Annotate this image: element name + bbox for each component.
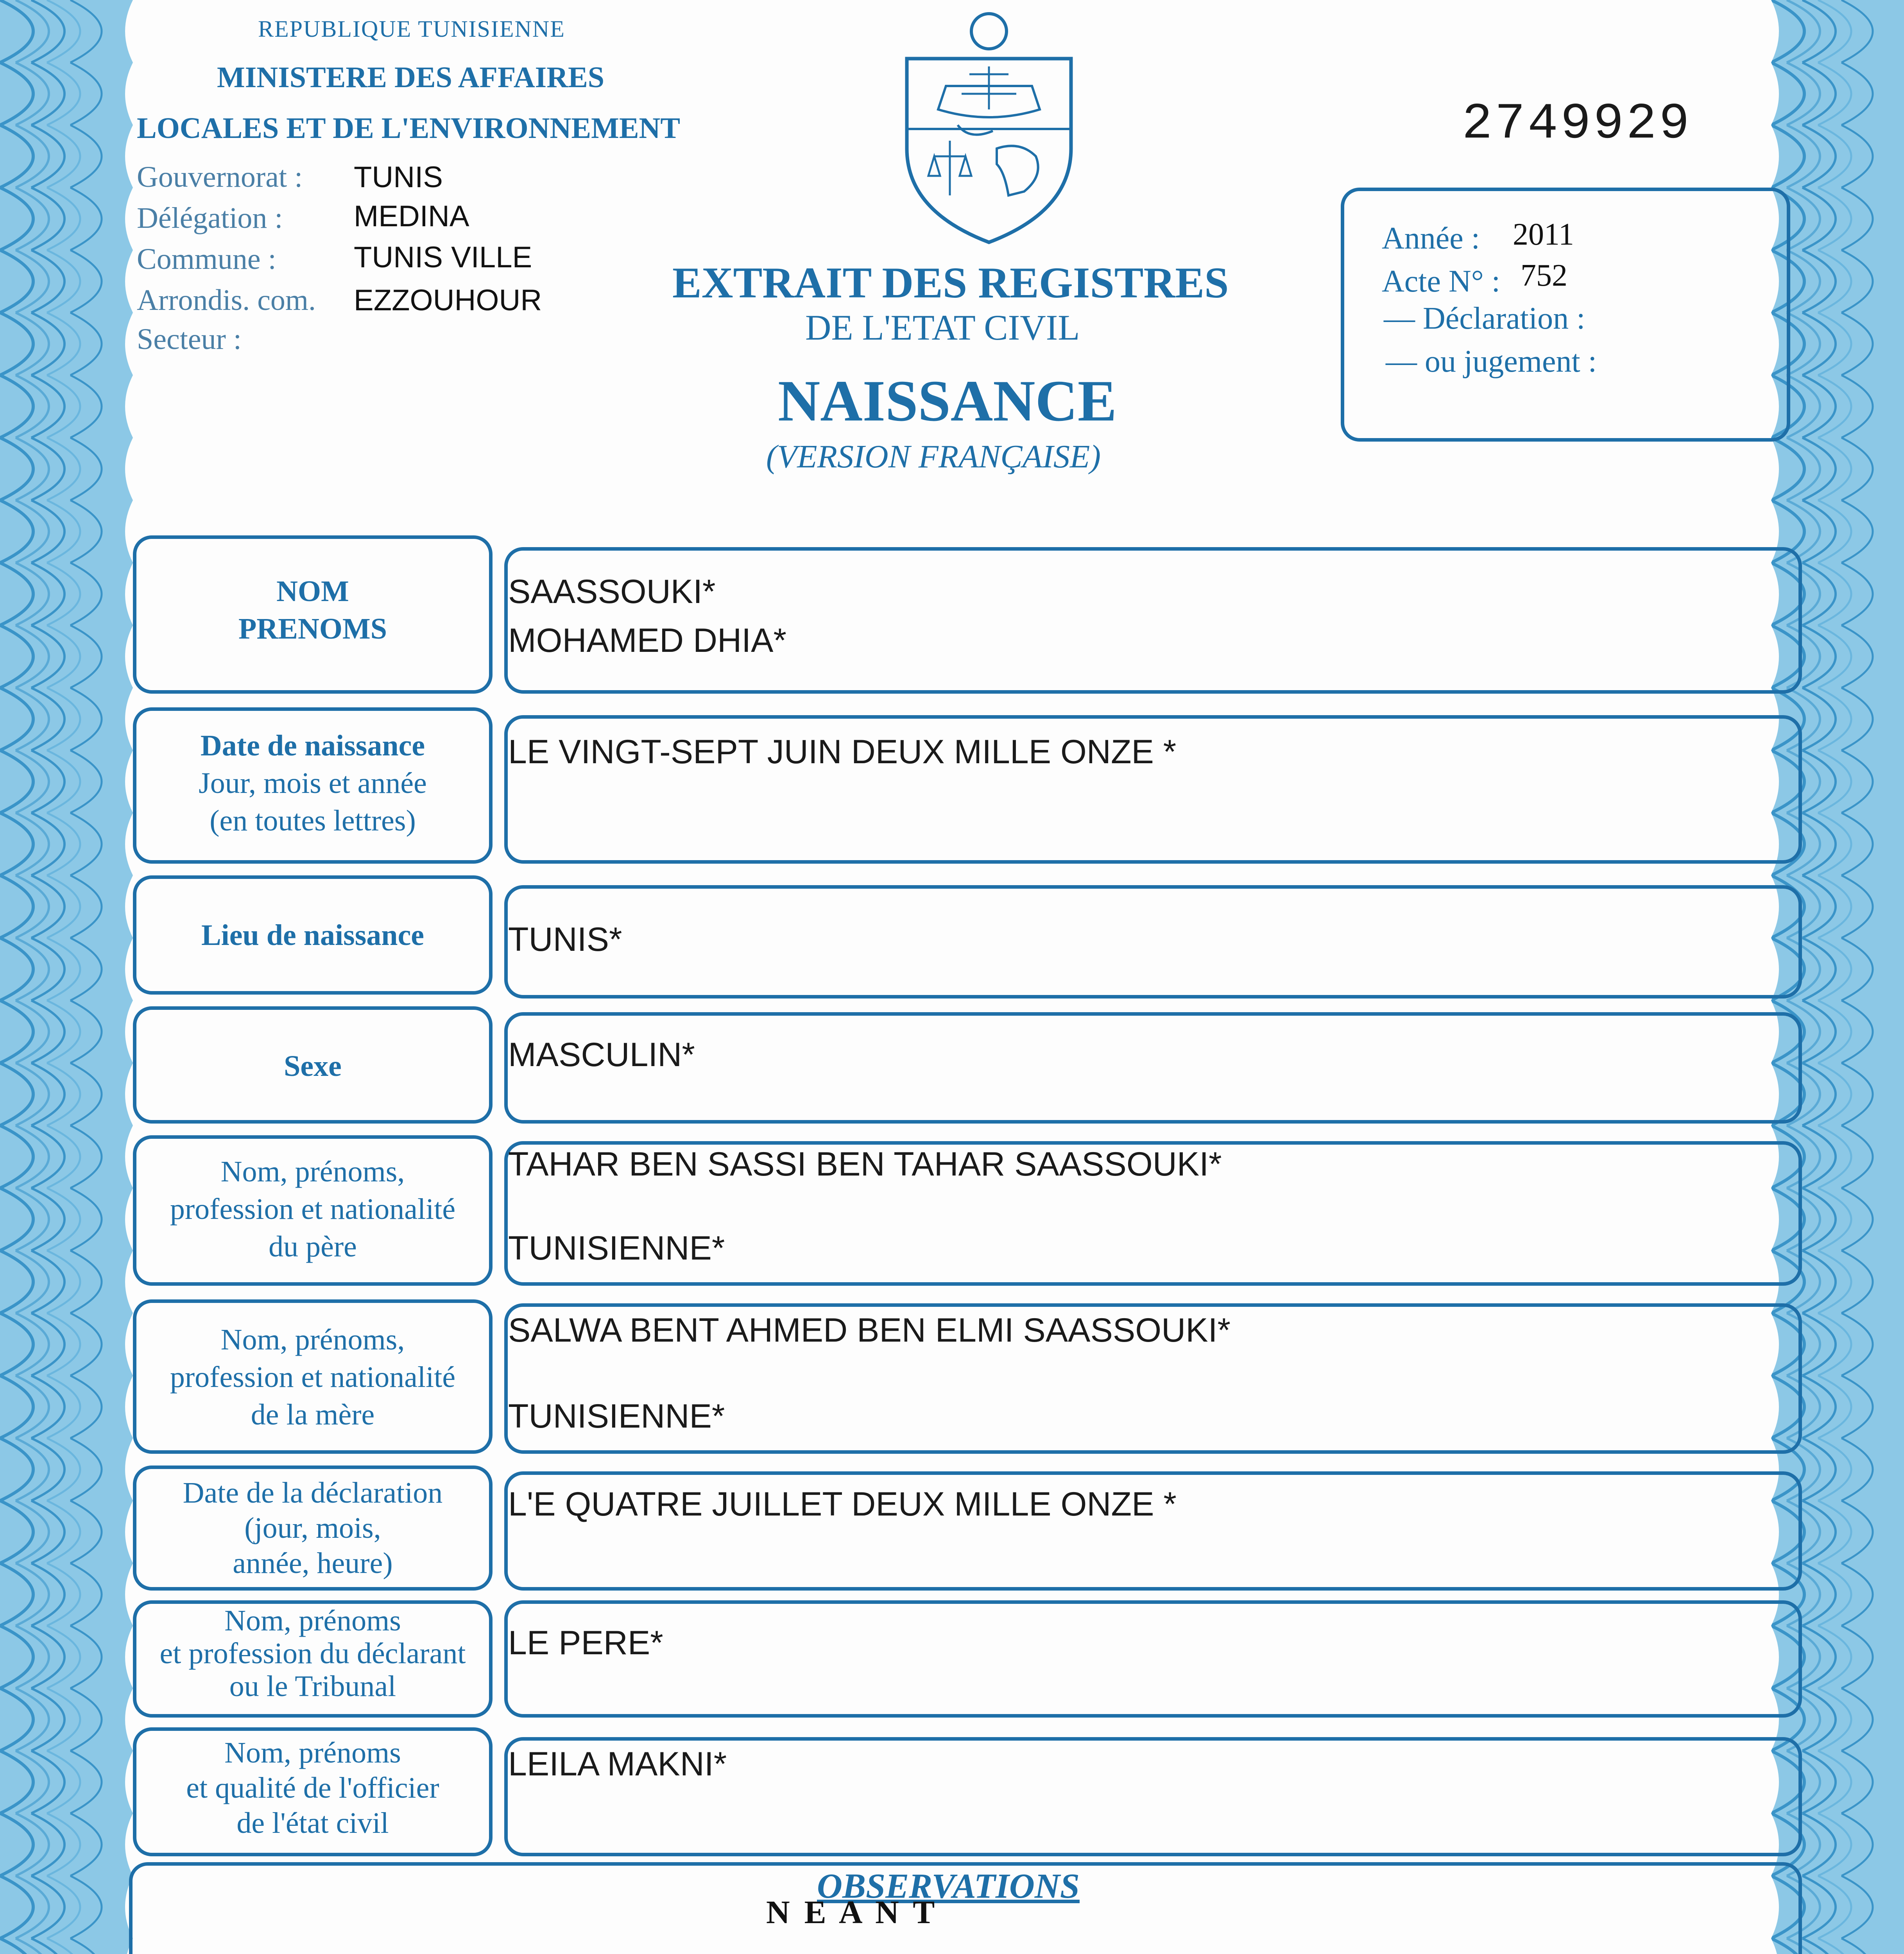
serial-number: 2749929 (1462, 96, 1692, 153)
date-declaration-value: L'E QUATRE JUILLET DEUX MILLE ONZE * (508, 1485, 1177, 1523)
field-value: TUNIS VILLE (354, 241, 532, 274)
row-label-line: PRENOMS (238, 612, 387, 645)
pere-nationalite-value: TUNISIENNE* (508, 1229, 725, 1267)
row-label-line: (jour, mois, (244, 1512, 381, 1544)
row-label-line: profession et nationalité (170, 1193, 456, 1226)
row-label-line: Nom, prénoms, (220, 1323, 405, 1356)
row-label-line: Nom, prénoms (224, 1736, 401, 1769)
date-naissance-value: LE VINGT-SEPT JUIN DEUX MILLE ONZE * (508, 733, 1177, 771)
coat-of-arms-icon (891, 8, 1087, 250)
row-label-line: Sexe (284, 1050, 342, 1083)
row-label-line: de l'état civil (236, 1807, 389, 1839)
row-label (133, 573, 493, 648)
sexe-value: MASCULIN* (508, 1036, 695, 1074)
row-label-line: ou le Tribunal (229, 1670, 396, 1703)
row-label (133, 1475, 493, 1581)
row-label (133, 1047, 493, 1085)
row-label-line: (en toutes lettres) (210, 804, 416, 837)
acte-value: 752 (1521, 258, 1567, 293)
row-value-box (504, 885, 1802, 998)
row-label (133, 1153, 493, 1265)
row-label (133, 727, 493, 839)
left-guilloche-border (0, 0, 133, 1954)
observations-value: N E A N T (766, 1894, 938, 1931)
lieu-naissance-value: TUNIS* (508, 921, 622, 958)
ministry-line-1: MINISTERE DES AFFAIRES (217, 61, 605, 94)
pere-value: TAHAR BEN SASSI BEN TAHAR SAASSOUKI* (508, 1145, 1222, 1183)
annee-label: Année : (1382, 221, 1480, 256)
version-subtitle: (VERSION FRANÇAISE) (766, 438, 1101, 475)
row-label-line: Lieu de naissance (201, 919, 425, 952)
row-label-line: de la mère (251, 1398, 375, 1431)
document-type-title: NAISSANCE (778, 369, 1117, 433)
declarant-value: LE PERE* (508, 1624, 663, 1662)
title-line-1: EXTRAIT DES REGISTRES (672, 259, 1229, 307)
field-label: Gouvernorat : (137, 161, 303, 193)
row-value-box (504, 547, 1802, 694)
field-label: Arrondis. com. (137, 284, 316, 317)
field-value: TUNIS (354, 161, 443, 194)
row-label (133, 1735, 493, 1841)
mere-value: SALWA BENT AHMED BEN ELMI SAASSOUKI* (508, 1312, 1231, 1349)
republic-heading: REPUBLIQUE TUNISIENNE (258, 16, 565, 42)
row-label (133, 1321, 493, 1433)
field-label: Délégation : (137, 202, 283, 234)
field-value: MEDINA (354, 200, 469, 233)
title-line-2: DE L'ETAT CIVIL (805, 308, 1080, 347)
row-label-line: Date de naissance (200, 729, 425, 762)
row-label-line: et profession du déclarant (159, 1637, 466, 1670)
prenoms-value: MOHAMED DHIA* (508, 622, 786, 659)
row-label-line: Nom, prénoms, (220, 1155, 405, 1188)
row-value-box (504, 1012, 1802, 1124)
row-label-line: et qualité de l'officier (186, 1771, 439, 1804)
acte-label: Acte N° : (1382, 264, 1501, 299)
officier-value: LEILA MAKNI* (508, 1745, 727, 1783)
row-label-line: profession et nationalité (170, 1361, 456, 1394)
row-label-line: Nom, prénoms (224, 1604, 401, 1637)
ministry-line-2: LOCALES ET DE L'ENVIRONNEMENT (137, 112, 681, 145)
mere-nationalite-value: TUNISIENNE* (508, 1398, 725, 1435)
row-label-line: Jour, mois et année (199, 767, 427, 800)
row-label-line: année, heure) (233, 1547, 393, 1580)
row-label (133, 916, 493, 954)
jugement-label: — ou jugement : (1386, 344, 1597, 379)
row-value-box (504, 1600, 1802, 1718)
row-label-line: NOM (276, 575, 349, 608)
row-label-line: du père (269, 1230, 357, 1263)
annee-value: 2011 (1513, 217, 1574, 252)
nom-value: SAASSOUKI* (508, 573, 716, 610)
row-label-line: Date de la déclaration (183, 1476, 443, 1509)
field-label: Commune : (137, 243, 276, 276)
field-value: EZZOUHOUR (354, 284, 542, 317)
field-label: Secteur : (137, 323, 242, 356)
row-label (133, 1604, 493, 1703)
observations-title: OBSERVATIONS (817, 1867, 1080, 1906)
declaration-label: — Déclaration : (1384, 301, 1585, 336)
